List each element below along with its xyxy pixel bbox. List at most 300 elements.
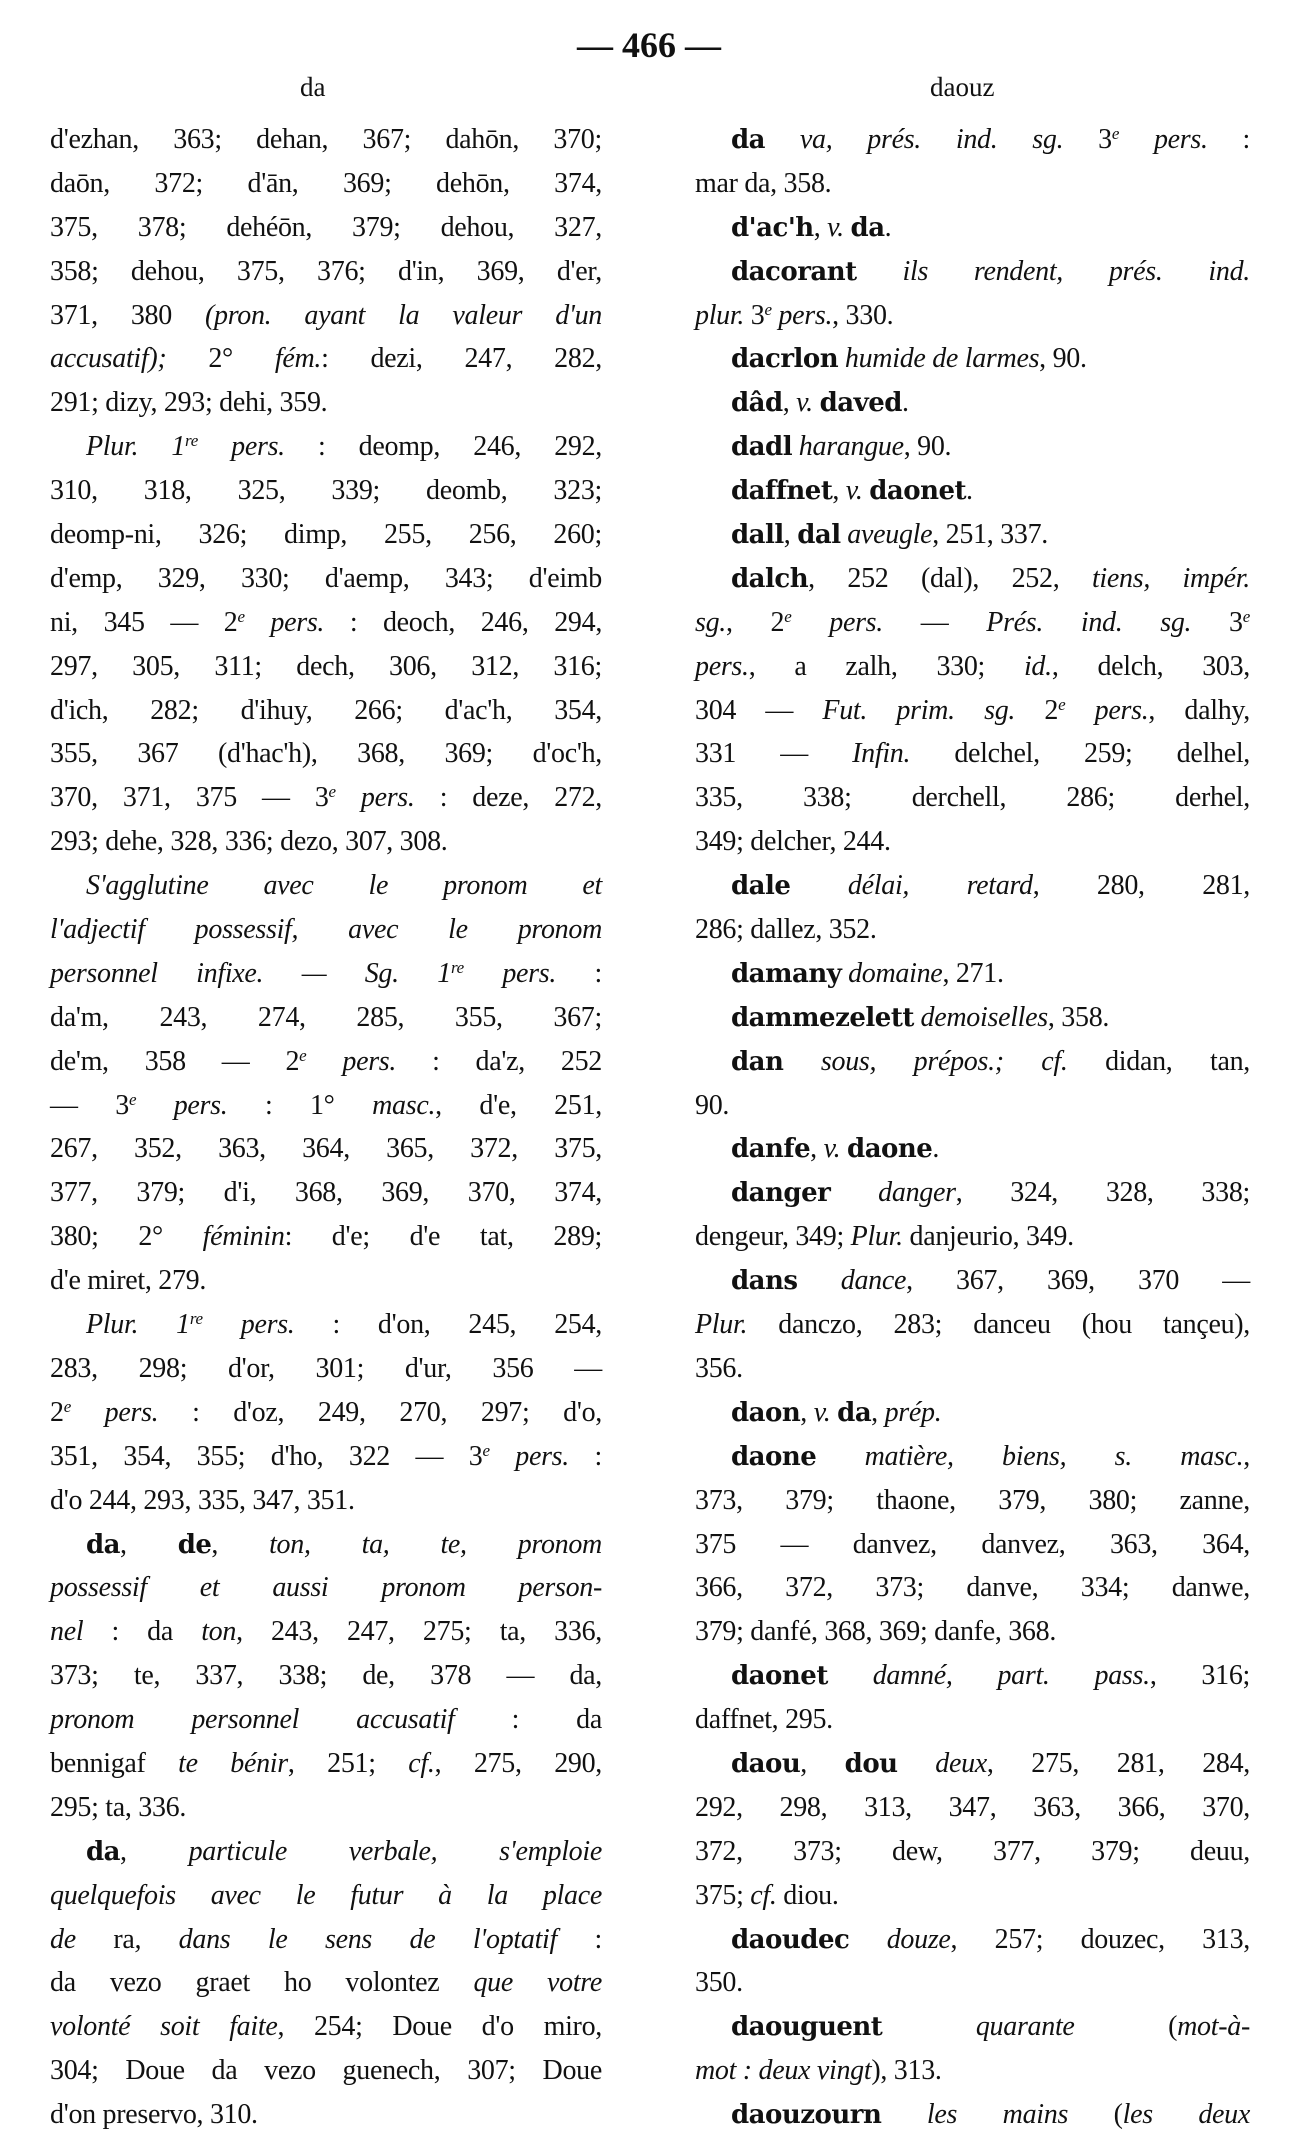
text-line — [695, 1961, 1250, 2005]
text-segment: . — [966, 475, 973, 507]
text-line — [50, 1127, 602, 1171]
text-segment: re — [450, 957, 464, 977]
text-segment: dengeur, 349; — [695, 1221, 851, 1253]
text-segment: . — [932, 1133, 940, 1165]
text-segment: les deux — [1122, 2099, 1250, 2131]
text-segment: , 275, 290, — [434, 1747, 602, 1779]
text-segment: daōn, 372; d'ān, 369; dehōn, 374, — [50, 167, 602, 199]
text-segment: délai, retard — [790, 870, 1033, 902]
text-segment: 366, 372, 373; danve, 334; danwe, — [695, 1572, 1250, 1604]
text-line — [695, 513, 1250, 557]
text-segment: ( — [1068, 2099, 1123, 2131]
text-segment: , 280, 281, — [1032, 870, 1250, 902]
text-line — [50, 557, 602, 601]
text-segment: ton, ta, te, pronom — [269, 1528, 602, 1560]
text-line — [50, 601, 602, 645]
headword: dacorant — [731, 256, 857, 287]
text-segment: , 257; douzec, 313, — [950, 1923, 1250, 1955]
text-segment — [813, 387, 820, 418]
text-line — [695, 1786, 1250, 1830]
text-line — [695, 996, 1250, 1040]
text-line — [695, 1479, 1250, 1523]
headword: daoudec — [731, 1924, 850, 1955]
text-line — [50, 1084, 602, 1128]
headword: dans — [731, 1266, 798, 1297]
text-line — [695, 732, 1250, 776]
text-segment: 267, 352, 363, 364, 365, 372, 375, — [50, 1133, 602, 1165]
text-segment: , 275, 281, 284, — [986, 1747, 1251, 1779]
text-segment: 335, 338; derchell, 286; derhel, — [695, 782, 1250, 814]
text-segment: , — [832, 475, 846, 507]
text-segment: de'm, 358 — 2 — [50, 1045, 300, 1077]
text-line — [695, 425, 1250, 469]
text-segment: 373, 379; thaone, 379, 380; zanne, — [695, 1484, 1250, 1516]
headword: dacrlon — [731, 344, 839, 375]
text-segment: : — [568, 1440, 602, 1472]
text-line — [50, 1479, 602, 1523]
text-segment: demoiselles — [913, 1001, 1048, 1033]
text-line — [695, 1874, 1250, 1918]
headword: daon — [731, 1397, 801, 1428]
text-segment: pers. — [1065, 694, 1149, 726]
text-segment: , 251, 337. — [932, 519, 1048, 551]
text-line — [50, 118, 602, 162]
text-line — [50, 1259, 602, 1303]
text-line — [695, 1303, 1250, 1347]
headword: da — [86, 1836, 121, 1867]
text-line — [695, 864, 1250, 908]
text-segment: v. — [845, 475, 863, 507]
headword: dou — [844, 1748, 898, 1779]
text-segment: mar da, 358. — [695, 167, 832, 199]
text-segment: re — [185, 431, 198, 451]
text-line — [50, 294, 602, 338]
text-segment: pers. — [244, 606, 325, 638]
headword: daved — [819, 388, 902, 419]
text-segment: : — [1207, 124, 1251, 155]
text-line — [50, 1698, 602, 1742]
text-segment: e — [328, 782, 336, 802]
headword: daone — [731, 1441, 817, 1472]
text-line — [695, 1391, 1250, 1435]
headword: daffnet — [731, 476, 833, 507]
text-segment: , a zalh, 330; — [748, 650, 1024, 682]
text-segment: , — [783, 519, 798, 551]
text-segment: cf. — [750, 1879, 777, 1911]
text-segment: v. — [813, 1396, 831, 1428]
text-segment: : da — [83, 1616, 202, 1648]
text-line — [695, 2049, 1250, 2093]
text-segment: 351, 354, 355; d'ho, 322 — 3 — [50, 1440, 483, 1472]
text-segment: fém. — [274, 343, 322, 375]
text-segment: quarante — [882, 2011, 1075, 2043]
text-line — [695, 1215, 1250, 1259]
text-line — [50, 206, 602, 250]
text-segment: pers. — [197, 431, 285, 463]
text-segment: d'ich, 282; d'ihuy, 266; d'ac'h, 354, — [50, 694, 602, 726]
text-segment: pers. — [202, 1309, 295, 1341]
text-segment: l'adjectif possessif, avec le pronom — [50, 914, 602, 946]
headword: daonet — [869, 476, 967, 507]
text-segment: Infin. — [852, 738, 911, 770]
text-line — [50, 1918, 602, 1962]
text-line — [695, 776, 1250, 820]
text-segment: Plur. — [850, 1221, 903, 1253]
text-segment: 304 — — [695, 694, 823, 726]
text-segment: 283, 298; d'or, 301; d'ur, 356 — — [50, 1352, 602, 1384]
headword: da — [86, 1529, 121, 1560]
headword: dal — [797, 520, 841, 551]
text-segment: da'm, 243, 274, 285, 355, 367; — [50, 1001, 602, 1033]
text-segment: , 90. — [903, 431, 952, 463]
text-segment: quelquefois avec le futur à la place — [50, 1879, 602, 1911]
text-segment: , 330. — [832, 299, 894, 331]
text-segment: va, prés. ind. sg. — [765, 124, 1099, 155]
text-line — [695, 1127, 1250, 1171]
text-segment: , — [1243, 1440, 1250, 1472]
text-segment: : d'on, 245, 254, — [294, 1309, 603, 1341]
text-segment: humide de larmes — [838, 343, 1040, 375]
text-segment: cf. — [408, 1747, 435, 1779]
text-line — [50, 2005, 602, 2049]
text-segment: 3 — [750, 299, 765, 331]
text-segment: 358; dehou, 375, 376; d'in, 369, d'er, — [50, 255, 602, 287]
text-segment: 372, 373; dew, 377, 379; deuu, — [695, 1835, 1250, 1867]
text-segment: . — [884, 211, 892, 243]
right-column — [695, 118, 1250, 2137]
text-segment: , — [810, 1133, 824, 1165]
text-line — [50, 1786, 602, 1830]
text-line — [695, 1830, 1250, 1874]
text-line — [695, 1918, 1250, 1962]
text-segment: Plur. 1 — [86, 431, 186, 463]
text-line — [695, 1698, 1250, 1742]
text-segment: que votre — [473, 1967, 602, 1999]
text-line — [695, 1259, 1250, 1303]
text-line — [695, 206, 1250, 250]
headword: dale — [731, 871, 791, 902]
text-segment: , 316; — [1149, 1660, 1250, 1692]
text-segment: e — [1111, 124, 1120, 143]
text-segment — [840, 1133, 847, 1164]
text-segment: les mains — [881, 2099, 1069, 2131]
text-segment: 379; danfé, 368, 369; danfe, 368. — [695, 1616, 1057, 1648]
text-segment: , dalhy, — [1148, 694, 1250, 726]
text-segment: 375, 378; dehéōn, 379; dehou, 327, — [50, 211, 602, 243]
text-line — [50, 162, 602, 206]
text-segment: 2 — [50, 1396, 64, 1428]
headword: dammezelett — [731, 1002, 914, 1033]
text-segment: 349; delcher, 244. — [695, 826, 891, 858]
text-line — [50, 1171, 602, 1215]
text-line — [695, 1347, 1250, 1391]
text-segment: aveugle — [840, 519, 933, 551]
text-segment: dance — [797, 1265, 907, 1297]
text-segment: , — [782, 387, 797, 419]
text-segment: v. — [796, 387, 813, 419]
text-segment: ra — [113, 1923, 135, 1955]
text-segment: d'e miret, 279. — [50, 1265, 207, 1297]
text-line — [695, 337, 1250, 381]
text-line — [695, 2005, 1250, 2049]
text-segment: . — [901, 387, 909, 419]
text-segment: e — [237, 606, 245, 626]
headword: daouguent — [731, 2012, 883, 2043]
text-segment: 295; ta, 336. — [50, 1791, 187, 1823]
text-segment: pers. — [771, 299, 833, 331]
text-segment: , 252 (dal), 252, — [808, 562, 1092, 594]
headword: dan — [731, 1046, 784, 1077]
headword: daouzourn — [731, 2100, 882, 2131]
text-segment: bennigaf — [50, 1747, 179, 1779]
text-line — [695, 1435, 1250, 1479]
text-line — [695, 601, 1250, 645]
text-segment: pronom personnel accusatif — [50, 1704, 455, 1736]
text-segment: 370, 371, 375 — 3 — [50, 782, 329, 814]
text-segment: : — [556, 957, 602, 989]
text-segment: Plur. — [695, 1309, 748, 1341]
text-segment: pers. — [463, 957, 557, 989]
text-segment: sous, prépos.; cf. — [783, 1045, 1068, 1077]
running-head-left: da — [300, 72, 326, 102]
text-line — [50, 1830, 602, 1874]
text-segment: , 358. — [1047, 1001, 1110, 1033]
text-segment: : — [557, 1923, 602, 1955]
text-segment: , 324, 328, 338; — [955, 1177, 1250, 1209]
text-segment: , delch, 303, — [1051, 650, 1250, 682]
text-line — [695, 118, 1250, 162]
text-segment: e — [1058, 694, 1066, 714]
text-segment: delchel, 259; delhel, — [910, 738, 1250, 770]
text-segment: , — [120, 1835, 189, 1867]
text-segment: de — [50, 1923, 114, 1955]
text-segment: 3 — [1191, 606, 1243, 638]
text-segment: da vezo graet ho volontez — [50, 1967, 474, 1999]
text-line — [50, 689, 602, 733]
text-segment: damné, part. pass. — [827, 1660, 1150, 1692]
text-line — [50, 381, 602, 425]
text-line — [50, 820, 602, 864]
text-line — [695, 645, 1250, 689]
text-line — [695, 381, 1250, 425]
text-segment: 293; dehe, 328, 336; dezo, 307, 308. — [50, 826, 448, 858]
text-segment: danczo, 283; danceu (hou tançeu), — [747, 1309, 1250, 1341]
text-line — [50, 645, 602, 689]
text-line — [695, 908, 1250, 952]
text-segment — [844, 212, 851, 243]
text-segment: prép. — [884, 1396, 942, 1428]
page-number: — 466 — — [577, 25, 721, 65]
text-segment: , 254; Doue d'o miro, — [277, 2011, 602, 2043]
text-segment: , 243, 247, 275; ta, 336, — [236, 1616, 602, 1648]
text-line — [695, 952, 1250, 996]
text-segment: (pron. ayant la valeur d'un — [205, 299, 602, 331]
text-segment: : deomp, 246, 292, — [284, 431, 603, 463]
text-line — [695, 1040, 1250, 1084]
text-segment: ton — [201, 1616, 237, 1648]
running-head-right: daouz — [930, 72, 995, 102]
text-segment: d'o 244, 293, 335, 347, 351. — [50, 1484, 355, 1516]
text-segment: : 1° — [227, 1089, 373, 1121]
text-segment: masc. — [372, 1089, 436, 1121]
text-segment: 3 — [1098, 124, 1112, 155]
text-segment: re — [189, 1309, 203, 1329]
text-segment: , — [800, 1396, 814, 1428]
text-segment: ( — [1074, 2011, 1178, 2043]
text-segment: , — [800, 1747, 845, 1779]
headword: daou — [731, 1748, 801, 1779]
text-segment: v. — [827, 211, 844, 243]
text-line — [50, 1303, 602, 1347]
text-line — [50, 908, 602, 952]
text-line — [50, 1874, 602, 1918]
text-segment: danger — [830, 1177, 956, 1209]
text-line — [695, 162, 1250, 206]
text-segment: , 367, 369, 370 — — [906, 1265, 1250, 1297]
text-segment: , 251; — [287, 1747, 409, 1779]
text-line — [695, 1523, 1250, 1567]
text-segment: te bénir — [178, 1747, 288, 1779]
text-segment: pers. — [1119, 124, 1208, 155]
text-segment: 356. — [695, 1352, 743, 1384]
text-line — [50, 2093, 602, 2137]
text-line — [695, 1610, 1250, 1654]
text-line — [695, 1742, 1250, 1786]
text-line — [50, 1435, 602, 1479]
text-segment: matière, biens, s. masc. — [816, 1440, 1244, 1472]
text-segment: Fut. prim. sg. — [822, 694, 1016, 726]
text-segment: , — [120, 1528, 178, 1560]
text-segment: : deoch, 246, 294, — [324, 606, 603, 638]
text-line — [695, 1566, 1250, 1610]
text-line — [695, 469, 1250, 513]
text-segment: sg. — [695, 606, 726, 638]
text-segment: pers. — [695, 650, 749, 682]
text-segment: , 2 — [726, 606, 785, 638]
text-line — [695, 2093, 1250, 2137]
text-segment: didan, tan, — [1067, 1045, 1250, 1077]
text-segment: 331 — — [695, 738, 853, 770]
headword: da — [731, 125, 766, 155]
text-segment: : dezi, 247, 282, — [321, 343, 602, 375]
text-line — [695, 1084, 1250, 1128]
text-segment: ni, 345 — 2 — [50, 606, 238, 638]
text-segment: pers. — [306, 1045, 397, 1077]
text-line — [50, 469, 602, 513]
headword: de — [177, 1529, 212, 1560]
text-segment: deux — [897, 1747, 987, 1779]
text-segment: 373; te, 337, 338; de, 378 — da, — [50, 1660, 602, 1692]
text-segment: e — [784, 606, 792, 626]
text-segment: danjeurio, 349. — [902, 1221, 1074, 1253]
text-segment: 310, 318, 325, 339; deomb, 323; — [50, 475, 602, 507]
headword: daonet — [731, 1661, 828, 1692]
text-segment: possessif et aussi pronom person- — [50, 1572, 602, 1604]
text-segment: ils rendent, prés. ind. — [856, 255, 1250, 287]
text-segment: personnel infixe. — Sg. 1 — [50, 957, 451, 989]
text-segment: féminin — [202, 1221, 285, 1253]
text-segment: , 271. — [942, 957, 1004, 989]
text-segment: ), 313. — [871, 2055, 942, 2087]
text-line — [50, 513, 602, 557]
text-segment: , d'e, 251, — [435, 1089, 602, 1121]
text-segment: — — [882, 606, 987, 638]
text-line — [50, 1961, 602, 2005]
text-segment: pers. — [791, 606, 883, 638]
text-segment: 371, 380 — [50, 299, 205, 331]
text-segment: diou. — [776, 1879, 839, 1911]
headword: da — [837, 1397, 872, 1428]
text-line — [695, 820, 1250, 864]
text-segment: 377, 379; d'i, 368, 369, 370, 374, — [50, 1177, 602, 1209]
text-segment: 2 — [1015, 694, 1059, 726]
text-segment: daffnet, 295. — [695, 1704, 833, 1736]
text-segment: mot : deux vingt — [695, 2055, 872, 2087]
text-segment: pers. — [136, 1089, 228, 1121]
text-segment: douze — [849, 1923, 951, 1955]
text-line — [695, 250, 1250, 294]
text-segment: 350. — [695, 1967, 743, 1999]
text-segment: domaine — [841, 957, 943, 989]
text-segment: e — [482, 1440, 490, 1460]
text-segment: 375; — [695, 1879, 751, 1911]
text-line — [50, 732, 602, 776]
text-segment: tiens, impér. — [1091, 562, 1250, 594]
headword: d'ac'h — [731, 212, 814, 243]
text-segment: 286; dallez, 352. — [695, 914, 877, 946]
text-line — [50, 952, 602, 996]
text-line — [50, 864, 602, 908]
headword: dall — [731, 520, 784, 551]
text-segment: , — [871, 1396, 885, 1428]
text-segment: : da — [454, 1704, 602, 1736]
headword: da — [850, 212, 885, 243]
text-segment: Plur. 1 — [86, 1309, 190, 1341]
text-line — [50, 2049, 602, 2093]
text-line — [50, 250, 602, 294]
text-segment: 380; 2° — [50, 1221, 203, 1253]
text-line — [50, 1566, 602, 1610]
text-segment: e — [128, 1089, 137, 1109]
text-segment: 291; dizy, 293; dehi, 359. — [50, 387, 328, 419]
text-segment: : d'e; d'e tat, 289; — [284, 1221, 602, 1253]
text-segment: : deze, 272, — [414, 782, 602, 814]
text-segment: 355, 367 (d'hac'h), 368, 369; d'oc'h, — [50, 738, 602, 770]
text-segment: pers. — [70, 1396, 159, 1428]
text-segment: 297, 305, 311; dech, 306, 312, 316; — [50, 650, 602, 682]
text-segment: deomp-ni, 326; dimp, 255, 256, 260; — [50, 519, 602, 551]
text-line — [50, 1040, 602, 1084]
text-segment: 304; Doue da vezo guenech, 307; Doue — [50, 2055, 602, 2087]
text-segment: , dans le sens de l'optatif — [134, 1923, 558, 1955]
text-segment: 375 — danvez, danvez, 363, 364, — [695, 1528, 1250, 1560]
text-line — [50, 1215, 602, 1259]
headword: dadl — [731, 432, 793, 463]
text-segment: : d'oz, 249, 270, 297; d'o, — [158, 1396, 602, 1428]
text-line — [50, 776, 602, 820]
text-line — [695, 294, 1250, 338]
text-segment: nel — [50, 1616, 84, 1648]
headword: damany — [731, 958, 842, 989]
text-segment: e — [1242, 606, 1250, 626]
text-segment: e — [764, 299, 772, 319]
text-line — [50, 1654, 602, 1698]
text-segment: e — [63, 1396, 71, 1416]
text-line — [695, 1654, 1250, 1698]
text-segment: Prés. ind. sg. — [986, 606, 1192, 638]
text-line — [50, 425, 602, 469]
text-segment: plur. — [695, 299, 751, 331]
